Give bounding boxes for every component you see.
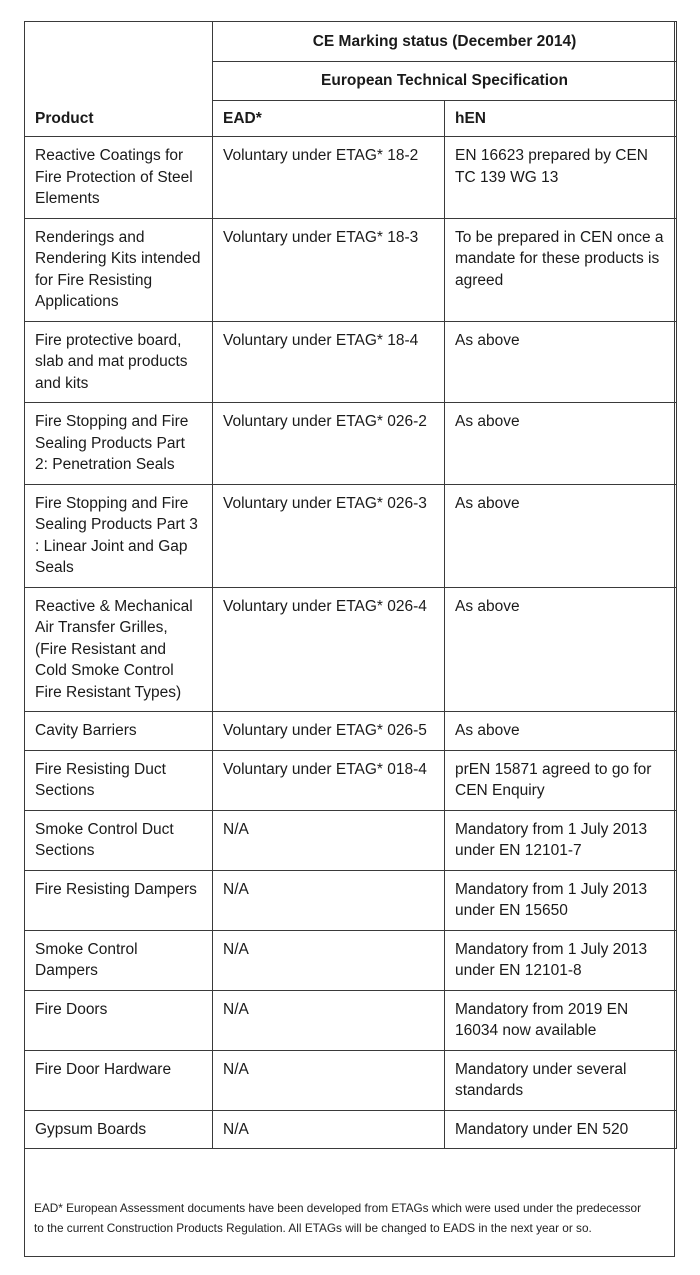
cell-product: Renderings and Rendering Kits intended for Fire Resisting Applications (25, 218, 213, 321)
cell-ead: Voluntary under ETAG* 18-2 (213, 137, 445, 219)
cell-ead: Voluntary under ETAG* 026-3 (213, 484, 445, 587)
table-row (25, 403, 677, 485)
footnote (34, 1198, 654, 1238)
group-header-ce-marking: CE Marking status (December 2014) (213, 22, 677, 62)
cell-product: Fire Stopping and Fire Sealing Products Part 2: Penetration Seals (25, 403, 213, 485)
ce-marking-table (24, 21, 677, 1149)
table-row (25, 1110, 677, 1149)
column-header-ead: EAD* (213, 101, 445, 137)
cell-hen: As above (445, 712, 677, 751)
cell-product: Smoke Control Dampers (25, 930, 213, 990)
cell-hen: Mandatory from 2019 EN 16034 now available (445, 990, 677, 1050)
table-row (25, 587, 677, 712)
table-row (25, 218, 677, 321)
cell-product: Reactive & Mechanical Air Transfer Grilles, (Fire Resistant and Cold Smoke Control Fire Resistant Types) (25, 587, 213, 712)
cell-hen: To be prepared in CEN once a mandate for these products is agreed (445, 218, 677, 321)
footnote-line: to the current Construction Products Regulation. All ETAGs will be changed to EADS in the next year or so. (34, 1221, 592, 1235)
cell-ead: Voluntary under ETAG* 18-3 (213, 218, 445, 321)
table-row (25, 137, 677, 219)
cell-hen: As above (445, 403, 677, 485)
cell-hen: Mandatory from 1 July 2013 under EN 15650 (445, 870, 677, 930)
cell-ead: N/A (213, 990, 445, 1050)
table-row (25, 484, 677, 587)
table-row (25, 810, 677, 870)
table-row (25, 712, 677, 751)
table-row (25, 990, 677, 1050)
subgroup-header-technical-spec: European Technical Specification (213, 62, 677, 101)
cell-ead: N/A (213, 870, 445, 930)
table-row (25, 870, 677, 930)
cell-hen: Mandatory from 1 July 2013 under EN 12101-8 (445, 930, 677, 990)
table-row (25, 750, 677, 810)
cell-product: Fire Stopping and Fire Sealing Products Part 3 : Linear Joint and Gap Seals (25, 484, 213, 587)
cell-hen: prEN 15871 agreed to go for CEN Enquiry (445, 750, 677, 810)
cell-ead: Voluntary under ETAG* 026-5 (213, 712, 445, 751)
cell-ead: Voluntary under ETAG* 026-4 (213, 587, 445, 712)
cell-product: Gypsum Boards (25, 1110, 213, 1149)
cell-hen: As above (445, 484, 677, 587)
table-row (25, 1050, 677, 1110)
cell-product: Smoke Control Duct Sections (25, 810, 213, 870)
table-row (25, 930, 677, 990)
cell-hen: Mandatory under EN 520 (445, 1110, 677, 1149)
footnote-line: EAD* European Assessment documents have been developed from ETAGs which were used under the predecessor (34, 1201, 642, 1215)
cell-product: Fire Resisting Duct Sections (25, 750, 213, 810)
cell-hen: EN 16623 prepared by CEN TC 139 WG 13 (445, 137, 677, 219)
cell-ead: Voluntary under ETAG* 18-4 (213, 321, 445, 403)
column-header-product: Product (25, 22, 213, 137)
table-row (25, 321, 677, 403)
cell-product: Fire Resisting Dampers (25, 870, 213, 930)
cell-ead: N/A (213, 1050, 445, 1110)
cell-hen: Mandatory under several standards (445, 1050, 677, 1110)
cell-product: Fire Doors (25, 990, 213, 1050)
cell-hen: Mandatory from 1 July 2013 under EN 12101-7 (445, 810, 677, 870)
cell-ead: N/A (213, 810, 445, 870)
cell-ead: N/A (213, 1110, 445, 1149)
cell-product: Fire Door Hardware (25, 1050, 213, 1110)
cell-product: Reactive Coatings for Fire Protection of Steel Elements (25, 137, 213, 219)
cell-ead: Voluntary under ETAG* 026-2 (213, 403, 445, 485)
cell-product: Fire protective board, slab and mat products and kits (25, 321, 213, 403)
cell-hen: As above (445, 321, 677, 403)
cell-product: Cavity Barriers (25, 712, 213, 751)
cell-hen: As above (445, 587, 677, 712)
column-header-hen: hEN (445, 101, 677, 137)
cell-ead: N/A (213, 930, 445, 990)
cell-ead: Voluntary under ETAG* 018-4 (213, 750, 445, 810)
